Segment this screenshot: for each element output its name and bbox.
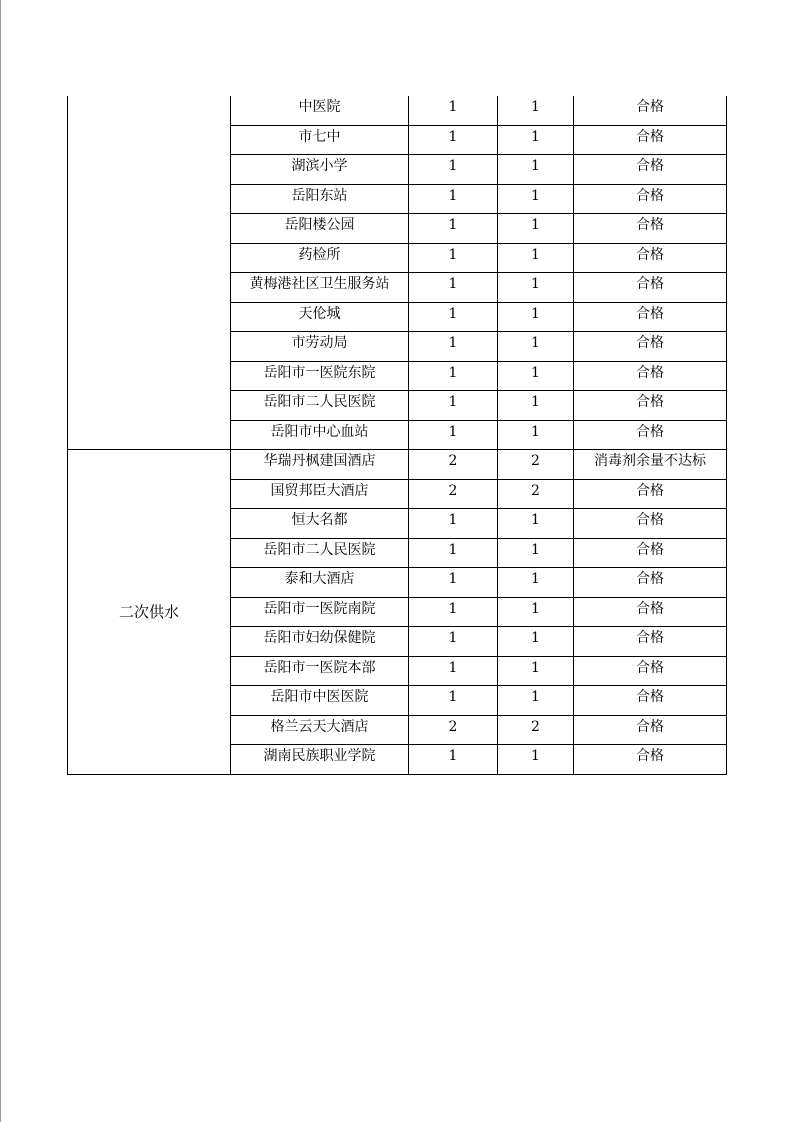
- qualified-count-cell: 2: [498, 715, 574, 745]
- site-name-cell: 湖滨小学: [231, 155, 409, 185]
- inspection-table-body: [68, 96, 727, 774]
- result-cell: 合格: [574, 627, 727, 657]
- site-name-cell: 天伦城: [231, 302, 409, 332]
- qualified-count-cell: 1: [498, 361, 574, 391]
- result-cell: 合格: [574, 597, 727, 627]
- sample-count-cell: 1: [409, 332, 498, 362]
- qualified-count-cell: 1: [498, 96, 574, 125]
- result-cell: 合格: [574, 686, 727, 716]
- result-cell: 合格: [574, 538, 727, 568]
- site-name-cell: 华瑞丹枫建国酒店: [231, 450, 409, 480]
- qualified-count-cell: 1: [498, 745, 574, 775]
- site-name-cell: 岳阳市中医医院: [231, 686, 409, 716]
- result-cell: 合格: [574, 96, 727, 125]
- qualified-count-cell: 1: [498, 332, 574, 362]
- result-cell: 合格: [574, 243, 727, 273]
- site-name-cell: 湖南民族职业学院: [231, 745, 409, 775]
- sample-count-cell: 1: [409, 538, 498, 568]
- result-cell: 合格: [574, 302, 727, 332]
- inspection-table: [67, 96, 727, 775]
- qualified-count-cell: 2: [498, 479, 574, 509]
- page-edge-line: [0, 0, 1, 1122]
- site-name-cell: 岳阳楼公园: [231, 214, 409, 244]
- table-row: [68, 96, 727, 125]
- sample-count-cell: 2: [409, 715, 498, 745]
- qualified-count-cell: 1: [498, 597, 574, 627]
- qualified-count-cell: 1: [498, 214, 574, 244]
- result-cell: 合格: [574, 214, 727, 244]
- sample-count-cell: 1: [409, 420, 498, 450]
- site-name-cell: 国贸邦臣大酒店: [231, 479, 409, 509]
- sample-count-cell: 1: [409, 155, 498, 185]
- category-cell: 二次供水: [68, 450, 231, 775]
- site-name-cell: 中医院: [231, 96, 409, 125]
- site-name-cell: 恒大名都: [231, 509, 409, 539]
- site-name-cell: 药检所: [231, 243, 409, 273]
- sample-count-cell: 1: [409, 745, 498, 775]
- sample-count-cell: 1: [409, 627, 498, 657]
- result-cell: 合格: [574, 715, 727, 745]
- result-cell: 合格: [574, 391, 727, 421]
- result-cell: 合格: [574, 155, 727, 185]
- result-cell: 合格: [574, 184, 727, 214]
- site-name-cell: 岳阳市一医院南院: [231, 597, 409, 627]
- result-cell: 合格: [574, 745, 727, 775]
- qualified-count-cell: 1: [498, 686, 574, 716]
- qualified-count-cell: 1: [498, 125, 574, 155]
- site-name-cell: 泰和大酒店: [231, 568, 409, 598]
- sample-count-cell: 1: [409, 214, 498, 244]
- site-name-cell: 岳阳市二人民医院: [231, 538, 409, 568]
- qualified-count-cell: 1: [498, 538, 574, 568]
- site-name-cell: 市七中: [231, 125, 409, 155]
- result-cell: 合格: [574, 479, 727, 509]
- qualified-count-cell: 1: [498, 184, 574, 214]
- result-cell: 合格: [574, 420, 727, 450]
- qualified-count-cell: 2: [498, 450, 574, 480]
- sample-count-cell: 1: [409, 656, 498, 686]
- sample-count-cell: 1: [409, 391, 498, 421]
- result-cell: 合格: [574, 509, 727, 539]
- qualified-count-cell: 1: [498, 391, 574, 421]
- result-cell: 合格: [574, 568, 727, 598]
- qualified-count-cell: 1: [498, 155, 574, 185]
- site-name-cell: 黄梅港社区卫生服务站: [231, 273, 409, 303]
- sample-count-cell: 1: [409, 686, 498, 716]
- category-cell: [68, 96, 231, 450]
- qualified-count-cell: 1: [498, 420, 574, 450]
- sample-count-cell: 1: [409, 243, 498, 273]
- sample-count-cell: 2: [409, 450, 498, 480]
- result-cell: 合格: [574, 656, 727, 686]
- qualified-count-cell: 1: [498, 656, 574, 686]
- inspection-table-container: [67, 96, 726, 775]
- qualified-count-cell: 1: [498, 243, 574, 273]
- sample-count-cell: 1: [409, 125, 498, 155]
- site-name-cell: 岳阳市妇幼保健院: [231, 627, 409, 657]
- site-name-cell: 岳阳市一医院本部: [231, 656, 409, 686]
- result-cell: 合格: [574, 273, 727, 303]
- sample-count-cell: 1: [409, 597, 498, 627]
- qualified-count-cell: 1: [498, 302, 574, 332]
- qualified-count-cell: 1: [498, 568, 574, 598]
- sample-count-cell: 1: [409, 568, 498, 598]
- table-row: [68, 450, 727, 480]
- qualified-count-cell: 1: [498, 627, 574, 657]
- sample-count-cell: 1: [409, 361, 498, 391]
- result-cell: 合格: [574, 361, 727, 391]
- site-name-cell: 岳阳市一医院东院: [231, 361, 409, 391]
- sample-count-cell: 2: [409, 479, 498, 509]
- sample-count-cell: 1: [409, 509, 498, 539]
- sample-count-cell: 1: [409, 96, 498, 125]
- site-name-cell: 岳阳市中心血站: [231, 420, 409, 450]
- sample-count-cell: 1: [409, 302, 498, 332]
- result-cell: 合格: [574, 332, 727, 362]
- sample-count-cell: 1: [409, 273, 498, 303]
- qualified-count-cell: 1: [498, 509, 574, 539]
- site-name-cell: 格兰云天大酒店: [231, 715, 409, 745]
- result-cell: 合格: [574, 125, 727, 155]
- site-name-cell: 岳阳市二人民医院: [231, 391, 409, 421]
- result-cell: 消毒剂余量不达标: [574, 450, 727, 480]
- qualified-count-cell: 1: [498, 273, 574, 303]
- sample-count-cell: 1: [409, 184, 498, 214]
- site-name-cell: 市劳动局: [231, 332, 409, 362]
- site-name-cell: 岳阳东站: [231, 184, 409, 214]
